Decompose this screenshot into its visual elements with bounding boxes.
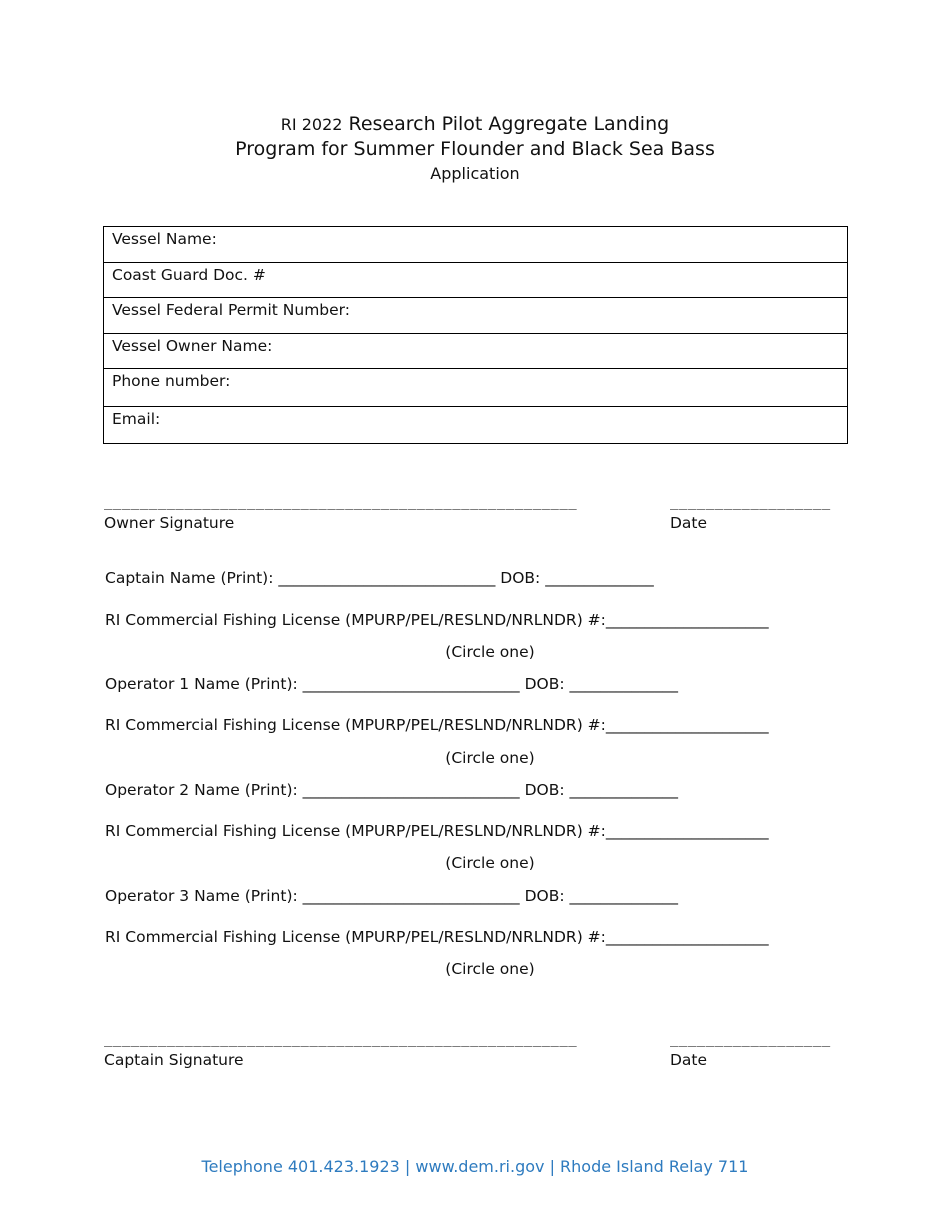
title-line-2: Program for Summer Flounder and Black Sea Bass xyxy=(235,138,715,160)
operator-1-name-line[interactable]: Operator 1 Name (Print): ____________________________ DOB: ______________ xyxy=(105,675,678,693)
captain-date-label: Date xyxy=(670,1051,708,1069)
phone-label: Phone number: xyxy=(112,372,231,390)
email-field[interactable] xyxy=(104,407,847,443)
title-line-1 xyxy=(0,112,950,137)
owner-date-line[interactable]: __________________ xyxy=(670,494,831,510)
vessel-info-table xyxy=(103,226,848,444)
captain-signature-label: Captain Signature xyxy=(104,1051,244,1069)
document-header xyxy=(0,112,950,185)
owner-signature-line[interactable]: _____________________________________________________ xyxy=(104,494,578,510)
captain-circle-note: (Circle one) xyxy=(445,643,535,661)
title-text: Research Pilot Aggregate Landing xyxy=(348,113,670,135)
coast-guard-doc-label: Coast Guard Doc. # xyxy=(112,266,266,284)
vessel-name-field[interactable] xyxy=(104,227,847,263)
phone-field[interactable] xyxy=(104,369,847,407)
captain-signature-line[interactable]: _____________________________________________________ xyxy=(104,1031,578,1047)
vessel-owner-label: Vessel Owner Name: xyxy=(112,337,273,355)
federal-permit-label: Vessel Federal Permit Number: xyxy=(112,301,350,319)
operator-3-name-line[interactable]: Operator 3 Name (Print): ____________________________ DOB: ______________ xyxy=(105,887,678,905)
owner-date-label: Date xyxy=(670,514,708,532)
operator-3-circle-note: (Circle one) xyxy=(445,960,535,978)
vessel-owner-field[interactable] xyxy=(104,334,847,369)
operator-2-name-line[interactable]: Operator 2 Name (Print): ____________________________ DOB: ______________ xyxy=(105,781,678,799)
captain-date-line[interactable]: __________________ xyxy=(670,1031,831,1047)
subtitle: Application xyxy=(430,164,520,183)
captain-name-line[interactable]: Captain Name (Print): ____________________________ DOB: ______________ xyxy=(105,569,654,587)
coast-guard-doc-field[interactable] xyxy=(104,263,847,298)
operator-2-circle-note: (Circle one) xyxy=(445,854,535,872)
federal-permit-field[interactable] xyxy=(104,298,847,334)
operator-1-license-line[interactable]: RI Commercial Fishing License (MPURP/PEL/RESLND/NRLNDR) #:_____________________ xyxy=(105,716,769,734)
vessel-name-label: Vessel Name: xyxy=(112,230,217,248)
operator-2-license-line[interactable]: RI Commercial Fishing License (MPURP/PEL/RESLND/NRLNDR) #:_____________________ xyxy=(105,822,769,840)
operator-3-license-line[interactable]: RI Commercial Fishing License (MPURP/PEL/RESLND/NRLNDR) #:_____________________ xyxy=(105,928,769,946)
captain-license-line[interactable]: RI Commercial Fishing License (MPURP/PEL/RESLND/NRLNDR) #:_____________________ xyxy=(105,611,769,629)
email-label: Email: xyxy=(112,410,161,428)
owner-signature-label: Owner Signature xyxy=(104,514,235,532)
operator-1-circle-note: (Circle one) xyxy=(445,749,535,767)
footer-contact: Telephone 401.423.1923 | www.dem.ri.gov | Rhode Island Relay 711 xyxy=(201,1157,749,1176)
title-prefix: RI 2022 xyxy=(280,115,343,134)
